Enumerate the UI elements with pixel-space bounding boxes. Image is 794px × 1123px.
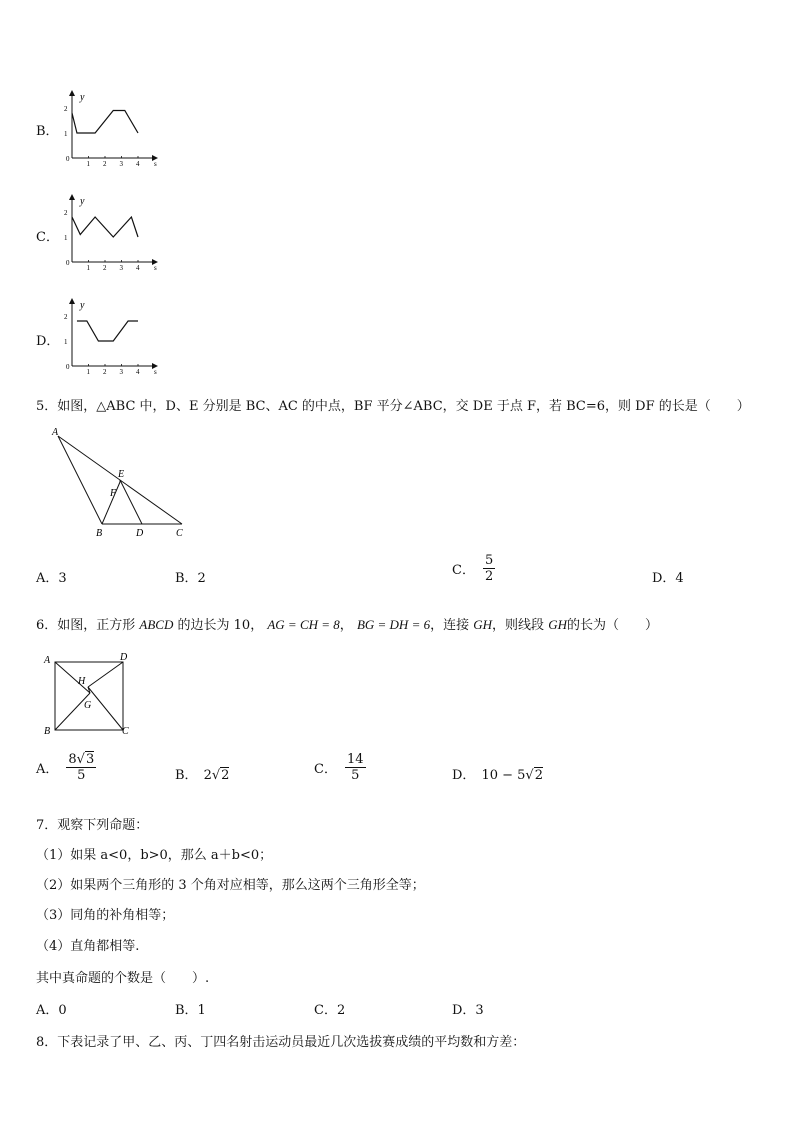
y-axis-label: y	[80, 92, 85, 103]
q6-stem-mid2: ，连接	[430, 618, 470, 633]
segment-df	[120, 480, 142, 524]
x-axis-label: s	[154, 368, 157, 374]
label-g: G	[84, 700, 92, 711]
q6-segment-gh: GH	[473, 617, 493, 632]
q6-stem-prefix: 6．如图，正方形	[36, 618, 136, 633]
origin-label: 0	[66, 155, 70, 163]
series-line	[72, 217, 138, 237]
x-tick-label: 3	[119, 368, 123, 374]
q6-option-d-expr: 10 − 5	[481, 768, 526, 783]
q6-option-b: B． 2√2	[175, 768, 230, 783]
q5-option-c	[452, 553, 495, 584]
q7-item-3: （3）同角的补角相等；	[36, 908, 175, 923]
label-a: A	[52, 427, 59, 438]
x-tick-label: 2	[103, 264, 107, 270]
q6-option-c-fraction	[345, 752, 366, 783]
q6-option-c-denominator: 5	[351, 768, 360, 783]
q6-option-d: D． 10 − 5√2	[452, 768, 543, 783]
q6-stem-mid3: ，则线段	[492, 618, 545, 633]
x-tick-label: 4	[136, 264, 140, 270]
q4-option-d-label: D．	[36, 334, 60, 349]
q7-item-2: （2）如果两个三角形的 3 个角对应相等，那么这两个三角形全等；	[36, 878, 425, 893]
label-a: A	[44, 655, 51, 666]
segment-ch	[88, 687, 123, 730]
q6-stem-end: 的长为（ ）	[566, 618, 658, 633]
q5-option-c-fraction	[483, 553, 495, 584]
q6-segment-gh-2: GH	[548, 617, 567, 632]
x-tick-label: 3	[119, 264, 123, 270]
label-b: B	[96, 528, 103, 539]
q6-stem-mid1: 的边长为 10，	[177, 618, 264, 633]
q6-option-b-radicand: 2	[221, 768, 230, 783]
q6-option-c	[314, 752, 366, 783]
q7-option-b: B．1	[175, 1003, 206, 1018]
x-tick-label: 2	[103, 368, 107, 374]
q6-equation-2: BG = DH = 6	[356, 617, 431, 632]
segment-bg	[55, 693, 90, 730]
x-tick-label: 4	[136, 368, 140, 374]
q6-equation-1: AG = CH = 8	[267, 617, 340, 632]
label-d: D	[136, 528, 144, 539]
x-tick-label: 1	[86, 160, 90, 166]
q6-square-figure	[40, 650, 140, 740]
q5-option-d: D．4	[652, 571, 684, 586]
y-tick-label: 2	[64, 313, 68, 321]
origin-label: 0	[66, 363, 70, 371]
q7-question: 其中真命题的个数是（ ）.	[36, 971, 210, 986]
q6-square-name: ABCD	[139, 617, 174, 632]
label-c: C	[122, 726, 129, 737]
label-d: D	[120, 652, 128, 663]
q4-option-c-label: C．	[36, 230, 59, 245]
y-tick-label: 2	[64, 209, 68, 217]
q6-option-c-numerator: 14	[346, 752, 364, 767]
y-axis-arrow	[69, 90, 75, 96]
label-f: F	[110, 488, 117, 499]
q7-item-1: （1）如果 a<0，b>0，那么 a＋b<0；	[36, 848, 273, 863]
segment-ab	[58, 436, 102, 524]
q5-option-b: B．2	[175, 571, 206, 586]
q6-option-c-prefix: C．	[314, 762, 337, 777]
label-b: B	[44, 726, 51, 737]
x-tick-label: 4	[136, 160, 140, 166]
y-axis-arrow	[69, 194, 75, 200]
label-h: H	[78, 676, 86, 687]
q5-option-c-numerator: 5	[484, 553, 494, 568]
y-tick-label: 2	[64, 105, 68, 113]
q6-option-a-prefix: A．	[36, 762, 59, 777]
q4-option-b-label: B．	[36, 124, 59, 139]
q7-option-a: A．0	[36, 1003, 67, 1018]
q4-option-c-graph	[58, 190, 168, 270]
x-tick-label: 3	[119, 160, 123, 166]
q8-stem: 8．下表记录了甲、乙、丙、丁四名射击运动员最近几次选拔赛成绩的平均数和方差：	[36, 1035, 526, 1050]
x-tick-label: 1	[86, 368, 90, 374]
label-c: C	[176, 528, 183, 539]
q6-option-d-prefix: D．	[452, 768, 476, 783]
q5-option-a: A．3	[36, 571, 67, 586]
q6-option-a	[36, 752, 96, 783]
q4-option-d-graph	[58, 294, 168, 374]
y-axis-label: y	[80, 196, 85, 207]
q5-option-c-denominator: 2	[484, 569, 494, 584]
q7-item-4: （4）直角都相等.	[36, 939, 140, 954]
y-tick-label: 1	[64, 234, 68, 242]
q6-stem: 6．如图，正方形 ABCD 的边长为 10， AG = CH = 8， BG = DH = 6，连接 GH，则线段 GH的长为（ ）	[36, 617, 658, 633]
y-axis-label: y	[80, 300, 85, 311]
q6-option-a-fraction	[66, 752, 96, 783]
q7-option-c: C．2	[314, 1003, 346, 1018]
q7-option-d: D．3	[452, 1003, 484, 1018]
q6-option-d-radicand: 2	[534, 768, 543, 783]
label-e: E	[118, 469, 125, 480]
q5-triangle-figure	[46, 424, 196, 542]
x-axis-label: s	[154, 264, 157, 270]
q4-option-b-graph	[58, 86, 168, 166]
y-tick-label: 1	[64, 130, 68, 138]
series-line	[72, 111, 138, 134]
x-axis-label: s	[154, 160, 157, 166]
q6-option-b-prefix: B．	[175, 768, 198, 783]
q7-stem: 7．观察下列命题：	[36, 818, 149, 833]
y-axis-arrow	[69, 298, 75, 304]
q5-stem: 5．如图，△ABC 中，D、E 分别是 BC、AC 的中点，BF 平分∠ABC，交 DE 于点 F，若 BC=6，则 DF 的长是（ ）	[36, 399, 750, 414]
x-tick-label: 2	[103, 160, 107, 166]
series-line	[77, 321, 138, 341]
q6-option-b-coef: 2	[203, 768, 212, 783]
q6-option-a-numerator: 8√3	[68, 752, 95, 767]
x-tick-label: 1	[86, 264, 90, 270]
q5-option-c-prefix: C．	[452, 563, 475, 578]
y-tick-label: 1	[64, 338, 68, 346]
segment-dh	[88, 662, 123, 687]
origin-label: 0	[66, 259, 70, 267]
q6-option-a-denominator: 5	[77, 768, 86, 783]
